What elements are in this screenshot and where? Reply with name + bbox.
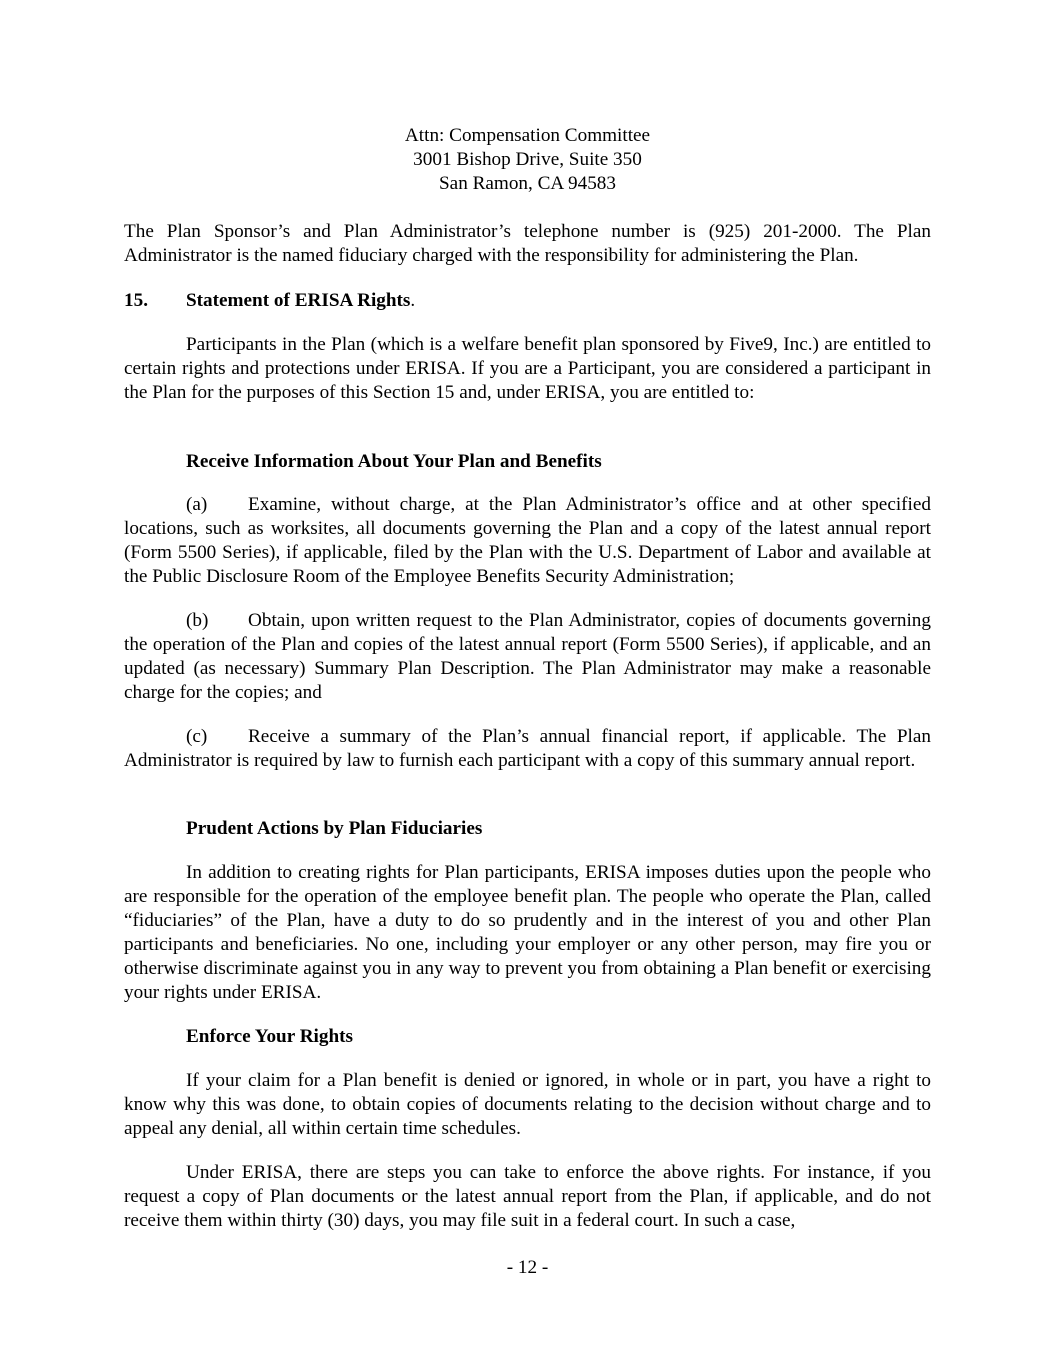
list-item [124, 609, 931, 705]
enforce-rights-paragraph-2-block [124, 1161, 931, 1233]
section-number: 15. [124, 290, 148, 311]
intro-paragraph-block [124, 220, 931, 268]
item-c-label: (c) [186, 726, 208, 747]
enforce-rights-paragraph-1-block [124, 1069, 931, 1141]
item-b-block [124, 609, 931, 705]
item-c-block [124, 725, 931, 773]
participants-paragraph-block [124, 333, 931, 405]
list-item [124, 493, 931, 589]
item-a-label: (a) [186, 494, 208, 515]
intro-paragraph: The Plan Sponsor’s and Plan Administrator’s telephone number is (925) 201-2000. The Plan Administrator is the named fiduciary charged with the responsibility for administering the Plan. [124, 221, 931, 266]
page-number: - 12 - [506, 1257, 549, 1278]
address-block [124, 124, 931, 196]
receive-info-heading: Receive Information About Your Plan and Benefits [186, 451, 602, 472]
item-c-text: Receive a summary of the Plan’s annual financial report, if applicable. The Plan Administrator is required by law to furnish each participant with a copy of this summary annual report. [124, 726, 931, 771]
item-a-text: Examine, without charge, at the Plan Administrator’s office and at other specified locations, such as worksites, all documents governing the Plan and a copy of the latest annual report (Form 5500 Series), if applicable, filed by the Plan with the U.S. Department of Labor and available at the Public Disclosure Room of the Employee Benefits Security Administration; [124, 494, 931, 587]
participants-paragraph: Participants in the Plan (which is a welfare benefit plan sponsored by Five9, Inc.) are entitled to certain rights and protections under ERISA. If you are a Participant, you are considered a participant in the Plan for the purposes of this Section 15 and, under ERISA, you are entitled to: [124, 334, 931, 403]
address-line-2: 3001 Bishop Drive, Suite 350 [413, 149, 642, 170]
enforce-rights-heading: Enforce Your Rights [186, 1026, 354, 1047]
enforce-rights-paragraph-1: If your claim for a Plan benefit is denied or ignored, in whole or in part, you have a right to know why this was done, to obtain copies of documents relating to the decision without charge and to appeal any denial, all within certain time schedules. [124, 1070, 931, 1139]
item-b-label: (b) [186, 610, 209, 631]
item-a-block [124, 493, 931, 589]
prudent-actions-paragraph: In addition to creating rights for Plan participants, ERISA imposes duties upon the people who are responsible for the operation of the employee benefit plan. The people who operate the Plan, called “fiduciaries” of the Plan, have a duty to do so prudently and in the interest of you and other Plan participants and beneficiaries. No one, including your employer or any other person, may fire you or otherwise discriminate against you in any way to prevent you from obtaining a Plan benefit or exercising your rights under ERISA. [124, 862, 931, 1003]
section-title-suffix: . [410, 290, 416, 311]
prudent-actions-heading: Prudent Actions by Plan Fiduciaries [186, 818, 483, 839]
list-item [124, 725, 931, 773]
section-heading [124, 289, 931, 313]
section-title: Statement of ERISA Rights [186, 290, 411, 311]
prudent-actions-paragraph-block [124, 861, 931, 1005]
item-b-text: Obtain, upon written request to the Plan Administrator, copies of documents governing the operation of the Plan and copies of the latest annual report (Form 5500 Series), if applicable, and an updated (as necessary) Summary Plan Description. The Plan Administrator may make a reasonable charge for the copies; and [124, 610, 931, 703]
address-line-1: Attn: Compensation Committee [404, 125, 651, 146]
enforce-rights-paragraph-2: Under ERISA, there are steps you can take to enforce the above rights. For instance, if you request a copy of Plan documents or the latest annual report from the Plan, if applicable, and do not receive them within thirty (30) days, you may file suit in a federal court. In such a case, [124, 1162, 931, 1231]
address-line-3: San Ramon, CA 94583 [439, 173, 616, 194]
